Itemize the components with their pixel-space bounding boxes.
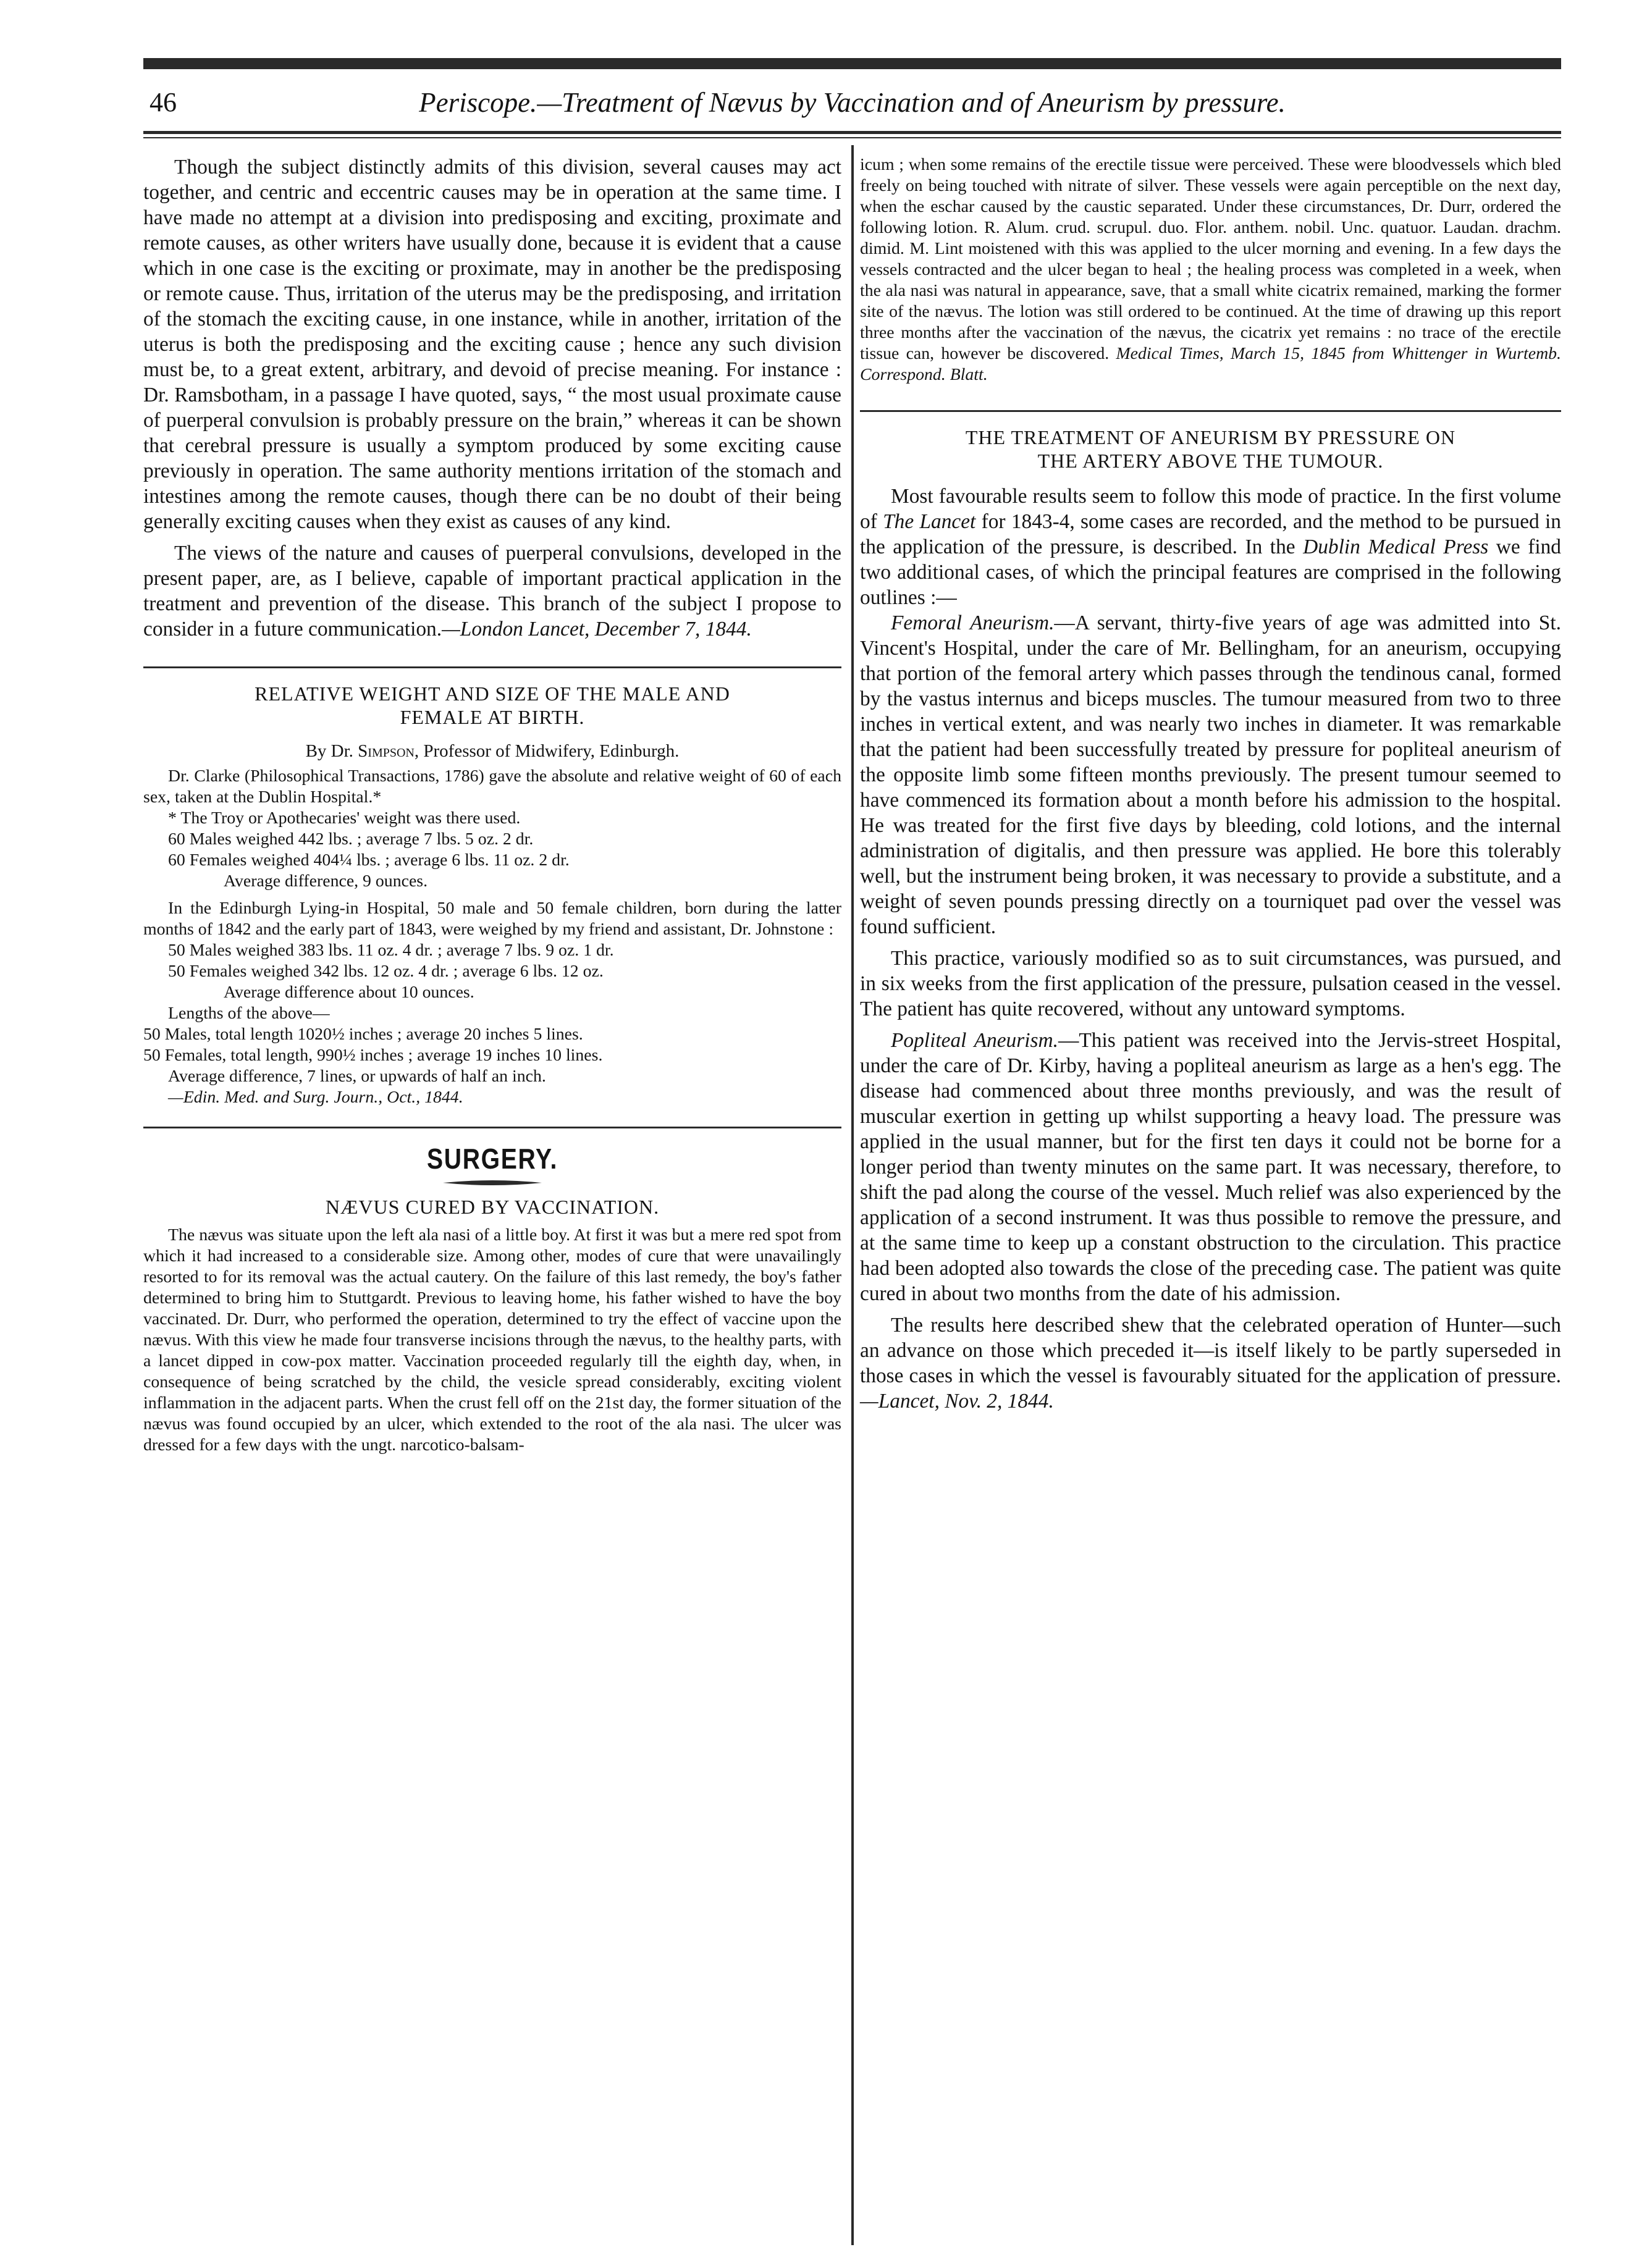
section-rule (143, 666, 841, 668)
the-lancet-title: The Lancet (883, 510, 976, 533)
aneurism-citation: —Lancet, Nov. 2, 1844. (860, 1390, 1054, 1413)
aneurism-article (860, 426, 1561, 1414)
left-column (143, 154, 841, 1456)
ornament-dash (443, 1178, 542, 1188)
popliteal-aneurism-case (860, 1028, 1561, 1306)
naevus-article (143, 1195, 841, 1456)
byline-suffix: , Professor of Midwifery, Edinburgh. (414, 741, 680, 761)
femoral-label: Femoral Aneurism. (891, 611, 1055, 634)
lengths-label: Lengths of the above— (168, 1004, 330, 1023)
byline-author: Simpson (358, 741, 415, 761)
naevus-body: The nævus was situate upon the left ala nasi of a little boy. At first it was but a mere red spot from which it had increased to a considerable size. Among other, modes of cure that were unavailingly resorted to for its removal was the actual cautery. On the failure of this last remedy, the boy's father determined to bring him to Stuttgardt. Previous to leaving home, his father wished to have the boy vaccinated. Dr. Durr, who performed the operation, determined to try the effect of vaccine upon the nævus. With this view he made four transverse incisions through the nævus, to the healthy parts, with a lancet dipped in cow-pox matter. Vaccination proceeded regularly till the eighth day, when, in consequence of being scratched by the child, the vesicle spread considerably, exciting violent inflammation in the adjacent parts. When the crust fell off on the 21st day, the former situation of the nævus was found occupied by an ulcer, which extended to the root of the ala nasi. The ulcer was dressed for a few days with the ungt. narcotico-balsam- (143, 1225, 841, 1455)
males-length-row: 50 Males, total length 1020½ inches ; average 20 inches 5 lines. (143, 1025, 583, 1044)
relative-weight-heading-1: RELATIVE WEIGHT AND SIZE OF THE MALE AND (255, 682, 730, 705)
relative-weight-para-1: Dr. Clarke (Philosophical Transactions, 1786) gave the absolute and relative weight of 60 of each sex, taken at the Dublin Hospital.* (143, 766, 841, 807)
column-divider (851, 145, 854, 2245)
females-length-row: 50 Females, total length, 990½ inches ; average 19 inches 10 lines. (143, 1046, 603, 1065)
intro-paragraph-2 (143, 540, 841, 642)
dublin-press-title: Dublin Medical Press (1303, 536, 1489, 558)
aneurism-heading-2: THE ARTERY ABOVE THE TUMOUR. (1037, 450, 1384, 472)
popliteal-body: —This patient was received into the Jervis-street Hospital, under the care of Dr. Kirby, having a popliteal aneurism as large as a hen's egg. The disease had commenced about three months previously, and was the result of muscular exertion in getting up whilst supporting a heavy load. The pressure was applied in the usual manner, but for the first ten days it could not be borne for a longer period than twenty minutes on the same part. It was necessary, therefore, to shift the pad along the course of the vessel. Much relief was also experienced by the application of a second instrument. It was thus possible to remove the pressure, and at the same time to keep up a constant obstruction to the circulation. This practice had been adopted also towards the close of the preceding case. The patient was quite cured in about two months from the date of his admission. (860, 1029, 1561, 1305)
citation-text: —Edin. Med. and Surg. Journ., Oct., 1844. (168, 1088, 463, 1107)
average-difference-1: Average difference, 9 ounces. (224, 872, 428, 891)
page-header (143, 83, 1561, 127)
average-difference-2: Average difference about 10 ounces. (224, 983, 474, 1002)
page-number: 46 (150, 87, 177, 117)
conclusion-paragraph (860, 1312, 1561, 1414)
males-60-row: 60 Males weighed 442 lbs. ; average 7 lbs. 5 oz. 2 dr. (168, 830, 534, 849)
right-column (860, 154, 1561, 1414)
relative-weight-citation (143, 1087, 841, 1108)
top-border-bar (143, 58, 1561, 69)
section-rule (860, 410, 1561, 412)
intro-citation: —London Lancet, December 7, 1844. (442, 618, 752, 640)
males-50-row: 50 Males weighed 383 lbs. 11 oz. 4 dr. ; average 7 lbs. 9 oz. 1 dr. (168, 941, 614, 960)
practice-paragraph: This practice, variously modified so as to suit circumstances, was pursued, and in six weeks from the first application of the pressure, pulsation ceased in the vessel. The patient has quite recovered, without any untoward symptoms. (860, 947, 1561, 1020)
footnote: * The Troy or Apothecaries' weight was there used. (168, 808, 521, 828)
aneurism-intro (860, 484, 1561, 610)
intro-paragraph-2-text: The views of the nature and causes of puerperal convulsions, developed in the present paper, are, as I believe, capable of important practical application in the treatment and prevention of the disease. This branch of the subject I propose to consider in a future communication. (143, 542, 841, 640)
naevus-citation: Medical Times, March 15, 1845 from Whittenger in Wurtemb. Correspond. Blatt. (860, 344, 1561, 384)
byline-prefix: By Dr. (305, 741, 358, 761)
naevus-continued (860, 154, 1561, 385)
surgery-heading: SURGERY. (426, 1143, 558, 1175)
relative-weight-heading-2: FEMALE AT BIRTH. (400, 706, 585, 728)
intro-paragraph-1: Though the subject distinctly admits of this division, several causes may act together, and centric and eccentric causes may be in operation at the same time. I have made no attempt at a division into predisposing and exciting, proximate and remote causes, as other writers have usually done, because it is evident that a cause which in one case is the exciting or proximate, may in another be the predisposing or remote cause. Thus, irritation of the uterus may be the predisposing, and irritation of the stomach the exciting cause, in one instance, while in another, irritation of the uterus is both the predisposing and the exciting cause ; hence any such division must be, to a great extent, arbitrary, and devoid of precise meaning. For instance : Dr. Ramsbotham, in a passage I have quoted, says, “ the most usual proximate cause of puerperal convulsion is probably pressure on the brain,” whereas it can be shown that cerebral pressure is usually a symptom produced by some exciting cause previously in operation. The same authority mentions irritation of the stomach and intestines among the remote causes, though there can be no doubt of their being generally exciting causes when they exist as causes of any kind. (143, 156, 841, 533)
average-difference-3: Average difference, 7 lines, or upwards of half an inch. (168, 1067, 546, 1086)
femoral-body: —A servant, thirty-five years of age was admitted into St. Vincent's Hospital, under the care of Mr. Bellingham, for an aneurism, occupying that portion of the femoral artery which passes through the tendinous canal, formed by the vastus internus and biceps muscles. The tumour measured from two to three inches in vertical extent, and was nearly two inches in diameter. It was remarkable that the patient had been successfully treated by pressure for popliteal aneurism of the opposite limb some fifteen months previously. The present tumour seemed to have commenced its formation about a month before his admission to the hospital. He was treated for the first five days by bleeding, cold lotions, and the internal administration of digitalis, and then pressure was applied. He bore this tolerably well, but the instrument being broken, it was necessary to provide a substitute, and a weight of seven pounds pressing directly on a tourniquet pad over the vessel was found sufficient. (860, 611, 1561, 938)
running-head: Periscope.—Treatment of Nævus by Vaccination and of Aneurism by pressure. (419, 87, 1286, 118)
relative-weight-para-2: In the Edinburgh Lying-in Hospital, 50 male and 50 female children, born during the latter months of 1842 and the early part of 1843, were weighed by my friend and assistant, Dr. Johnstone : (143, 899, 841, 939)
header-rule-thin (143, 137, 1561, 138)
conclusion-text: The results here described shew that the celebrated operation of Hunter—such an advance on those which preceded it—is itself likely to be partly superseded in those cases in which the vessel is favourably situated for the application of pressure. (860, 1314, 1561, 1387)
aneurism-intro-c: we find two additional cases, of which the principal features are comprised in the following outlines :— (860, 536, 1562, 609)
femoral-aneurism-case (860, 610, 1561, 939)
aneurism-intro-b: for 1843-4, some cases are recorded, and the method to be pursued in the application of the pressure, is described. In the (860, 510, 1561, 558)
aneurism-intro-a: Most favourable results seem to follow this mode of practice. In the first volume of (860, 485, 1561, 533)
females-50-row: 50 Females weighed 342 lbs. 12 oz. 4 dr. ; average 6 lbs. 12 oz. (168, 962, 604, 981)
aneurism-heading-1: THE TREATMENT OF ANEURISM BY PRESSURE ON (965, 426, 1456, 448)
females-60-row: 60 Females weighed 404¼ lbs. ; average 6 lbs. 11 oz. 2 dr. (168, 850, 570, 870)
header-rule (143, 131, 1561, 134)
section-rule (143, 1127, 841, 1128)
naevus-heading: NÆVUS CURED BY VACCINATION. (325, 1196, 660, 1218)
popliteal-label: Popliteal Aneurism. (891, 1029, 1058, 1052)
naevus-continued-text: icum ; when some remains of the erectile tissue were perceived. These were bloodvessels which bled freely on being touched with nitrate of silver. These vessels were again perceptible on the next day, when the eschar caused by the caustic separated. Under these circumstances, Dr. Durr, ordered the following lotion. R. Alum. crud. scrupul. duo. Flor. anthem. nobil. Unc. quatuor. Laudan. drachm. dimid. M. Lint moistened with this was applied to the ulcer morning and evening. In a few days the vessels contracted and the ulcer began to heal ; the healing process was completed in a week, when the ala nasi was natural in appearance, save, that a small white cicatrix remained, marking the former site of the nævus. The lotion was still ordered to be continued. At the time of drawing up this report three months after the vaccination of the nævus, the cicatrix yet remains : no trace of the erectile tissue can, however be discovered. (860, 155, 1561, 363)
relative-weight-article (143, 682, 841, 1108)
relative-weight-byline (143, 740, 841, 762)
